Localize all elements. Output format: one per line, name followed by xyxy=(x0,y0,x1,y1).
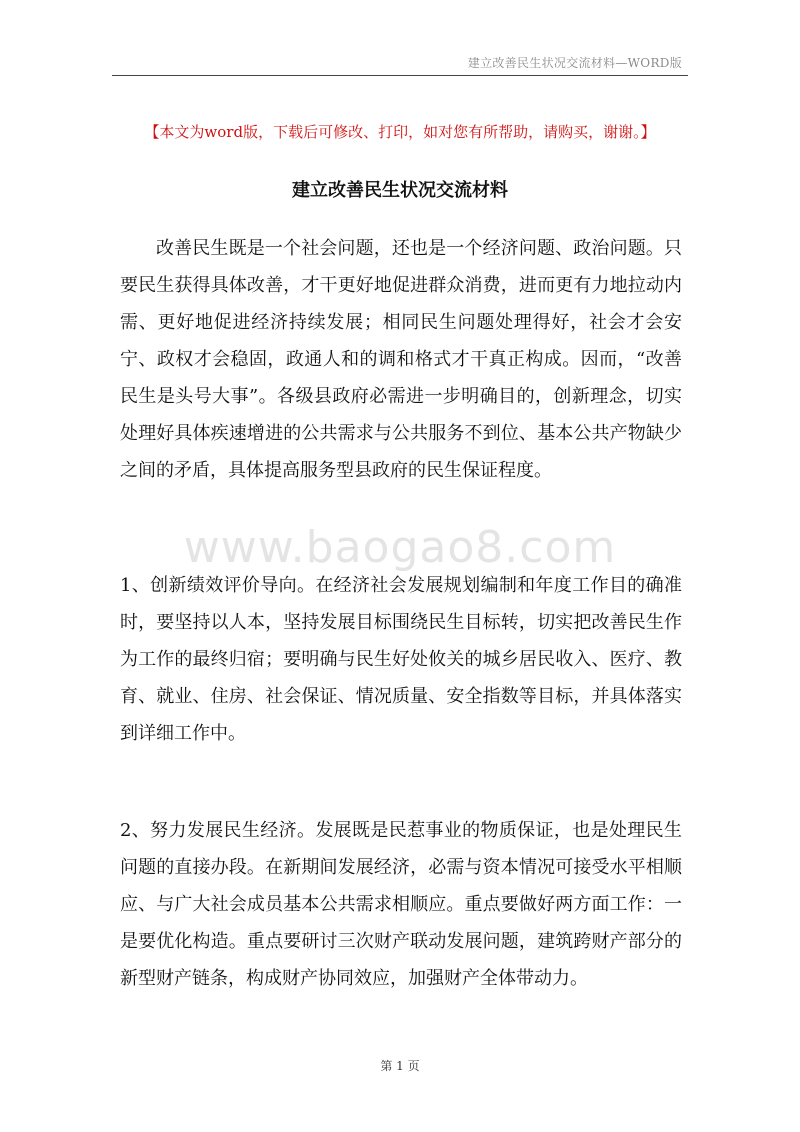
body-paragraph-point-2: 2、努力发展民生经济。发展既是民惹事业的物质保证，也是处理民生问题的直接办段。在新期间发展经济，必需与资本情况可接受水平相顺应、与广大社会成员基本公共需求相顺应。重点要做好两方面工作：一是要优化构造。重点要研讨三次财产联动发展问题，建筑跨财产部分的新型财产链条，构成财产协同效应，加强财产全体带动力。 xyxy=(120,820,682,989)
purchase-notice: 【本文为word版，下载后可修改、打印，如对您有所帮助，请购买，谢谢。】 xyxy=(144,123,656,141)
running-header: 建立改善民生状况交流材料—WORD版 xyxy=(467,56,682,70)
page-number: 第 1 页 xyxy=(380,1059,420,1073)
document-title: 建立改善民生状况交流材料 xyxy=(292,180,508,201)
header-divider xyxy=(112,75,688,76)
body-paragraph-intro: 改善民生既是一个社会问题，还也是一个经济问题、政治问题。只要民生获得具体改善，才干更好地促进群众消费，进而更有力地拉动内需、更好地促进经济持续发展；相同民生问题处理得好，社会才会安宁、政权才会稳固，政通人和的调和格式才干真正构成。因而，“改善民生是头号大事”。各级县政府必需进一步明确目的，创新理念，切实处理好具体疾速增进的公共需求与公共服务不到位、基本公共产物缺少之间的矛盾，具体提高服务型县政府的民生保证程度。 xyxy=(120,238,682,481)
watermark: www.baogao8.com xyxy=(183,522,617,573)
body-paragraph-point-1: 1、创新绩效评价导向。在经济社会发展规划编制和年度工作目的确准时，要坚持以人本，坚持发展目标围绕民生目标转，切实把改善民生作为工作的最终归宿；要明确与民生好处攸关的城乡居民收入、医疗、教育、就业、住房、社会保证、情况质量、安全指数等目标，并具体落实到详细工作中。 xyxy=(120,575,682,744)
